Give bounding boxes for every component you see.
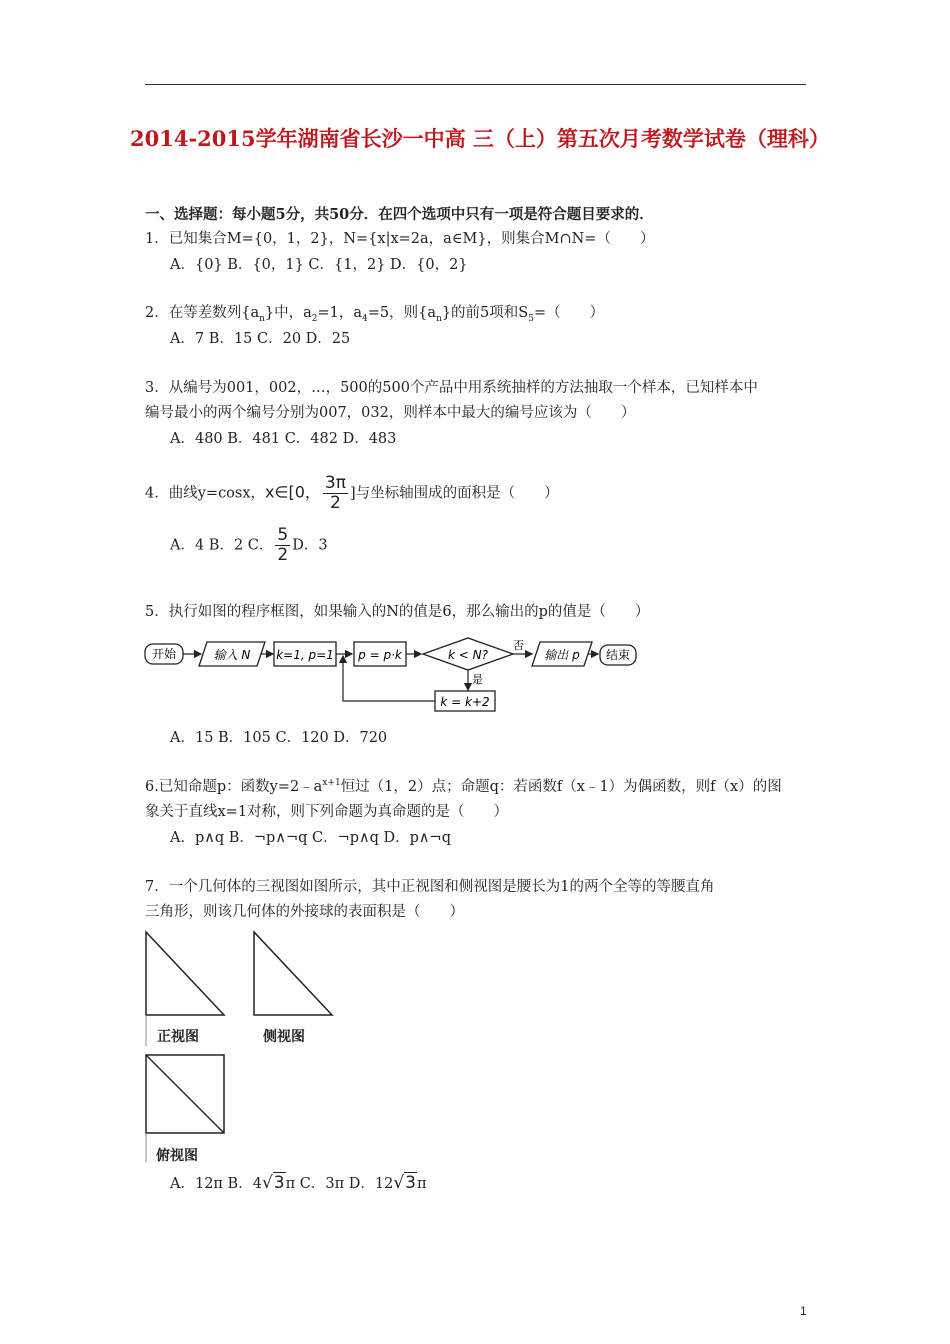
question-1: 1．已知集合M={0，1，2}，N={x|x=2a，a∈M}，则集合M∩N=（ ）	[145, 231, 655, 247]
header-rule	[145, 84, 806, 85]
question-6-line-2: 象关于直线x=1对称，则下列命题为真命题的是（ ）	[145, 804, 509, 820]
flow-input-text: 输入 N	[213, 648, 251, 662]
question-5-options: A．15 B．105 C．120 D．720	[170, 730, 388, 746]
flow-output-text: 输出 p	[544, 648, 580, 662]
flow-increment-text: k = k+2	[440, 695, 490, 709]
question-5: 5．执行如图的程序框图，如果输入的N的值是6，那么输出的p的值是（ ）	[145, 604, 650, 620]
side-view-triangle	[254, 932, 332, 1015]
front-view-triangle	[146, 932, 224, 1015]
question-7-line-2: 三角形，则该几何体的外接球的表面积是（ ）	[145, 904, 464, 920]
section-heading: 一、选择题：每小题5分，共50分．在四个选项中只有一项是符合题目要求的．	[145, 206, 654, 223]
top-view-label: 俯视图	[156, 1148, 198, 1164]
fraction-3pi-over-2: $\frac{3\pi}{2}$	[324, 473, 346, 513]
page-number: 1	[800, 1304, 807, 1318]
sqrt-3-b: √3	[393, 1173, 416, 1193]
flow-init-text: k=1, p=1	[276, 648, 334, 662]
question-2-options: A．7 B．15 C．20 D．25	[170, 331, 351, 347]
three-view-figure	[143, 926, 343, 1166]
fraction-5-over-2: $\frac{5}{2}$	[277, 525, 289, 565]
page-title: 2014-2015学年湖南省长沙一中高 三（上）第五次月考数学试卷（理科）	[130, 126, 830, 151]
question-3-options: A．480 B．481 C．482 D．483	[170, 431, 397, 447]
question-4-options: A．4 B．2 C． $\frac{5}{2}$ D．3	[170, 525, 328, 565]
flow-no-label: 否	[513, 639, 524, 652]
program-flowchart	[143, 634, 643, 714]
flow-condition-text: k < N?	[448, 648, 488, 662]
question-4: 4．曲线y=cosx，x∈[0， $\frac{3\pi}{2}$ ]与坐标轴围成的面积是（ ）	[145, 473, 559, 513]
side-view-label: 侧视图	[263, 1029, 305, 1045]
front-view-label: 正视图	[157, 1029, 199, 1045]
question-6-options: A．p∧q B．¬p∧¬q C．¬p∧q D．p∧¬q	[170, 830, 451, 846]
flow-assign-text: p = p·k	[358, 648, 402, 662]
question-3-line-1: 3．从编号为001，002，…，500的500个产品中用系统抽样的方法抽取一个样本，已知样本中	[145, 380, 758, 396]
question-6-line-1: 6.已知命题p：函数$y=2﹣a^{x+1}$恒过（1，2）点；命题q：若函数f（x﹣1）为偶函数，则f（x）的图	[145, 778, 782, 795]
question-2: 2．在等差数列$\{a_n\}$中，$a_2=1$，$a_4=5$，则$\{a_n\}$的前5项和$S_5=$（ ）	[145, 305, 605, 324]
flow-yes-label: 是	[472, 673, 483, 686]
question-7-line-1: 7．一个几何体的三视图如图所示，其中正视图和侧视图是腰长为1的两个全等的等腰直角	[145, 879, 715, 895]
flow-start-text: 开始	[151, 647, 177, 661]
question-7-options: A．12π B．4√3π C．3π D．12√3π	[170, 1173, 427, 1193]
sqrt-3-a: √3	[261, 1173, 285, 1193]
question-1-options: A．{0} B．{0，1} C．{1，2} D．{0，2}	[170, 257, 468, 273]
flow-end-text: 结束	[605, 648, 631, 662]
question-3-line-2: 编号最小的两个编号分别为007，032，则样本中最大的编号应该为（ ）	[145, 405, 636, 421]
